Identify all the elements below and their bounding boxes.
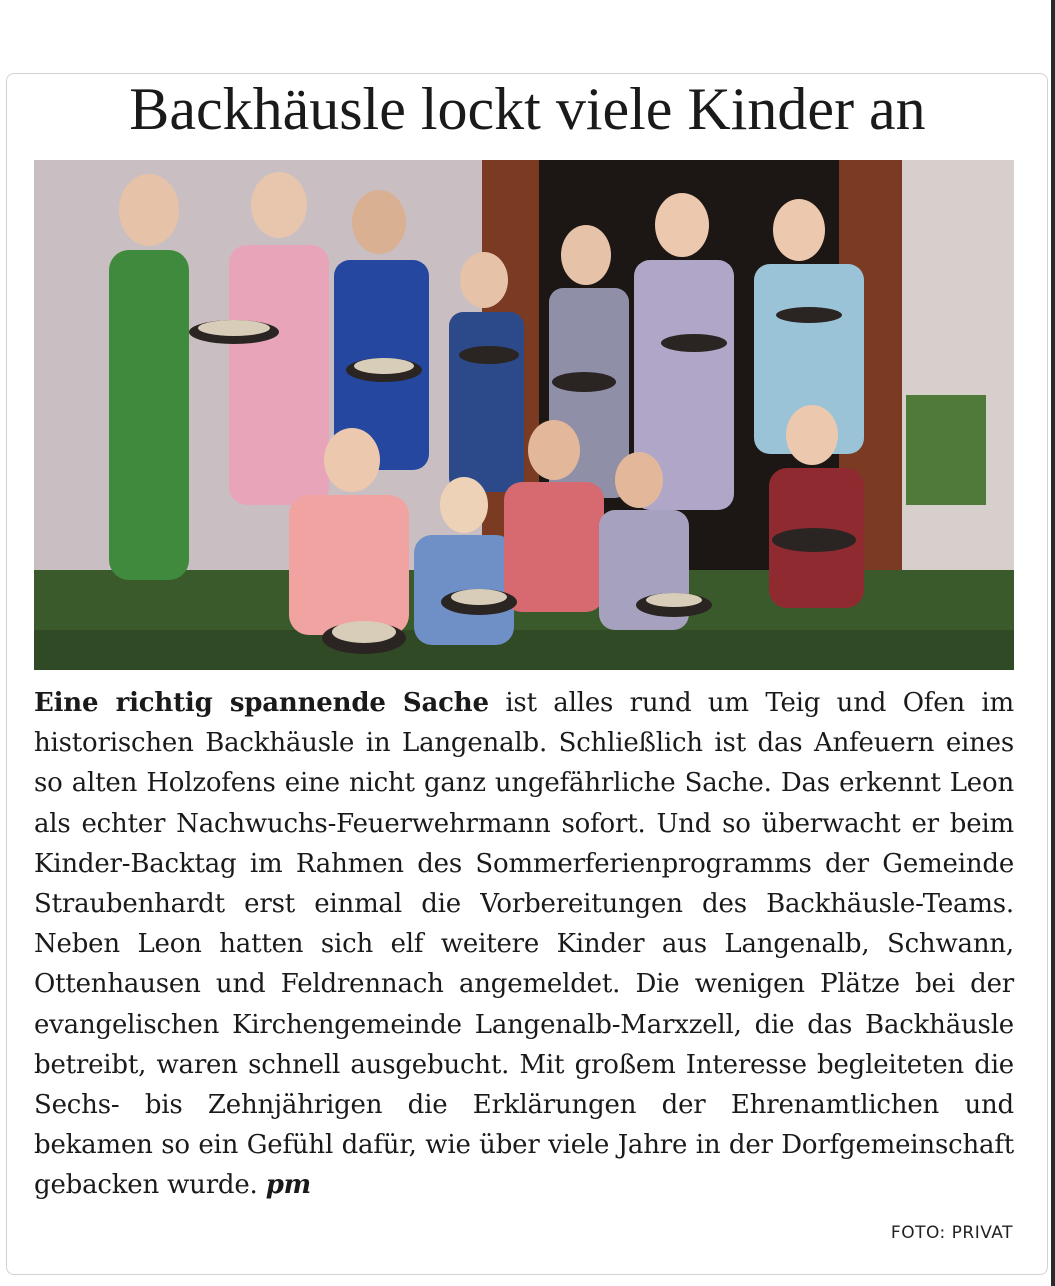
group-photo-children-baking-icon: [34, 160, 1014, 670]
article-body-text: ist alles rund um Teig und Ofen im historischen Backhäusle in Langenalb. Schließlich ist das Anfeuern eines so alten Holzofens eine nicht ganz ungefährliche Sache. Das erkennt Leon als echter Nachwuchs-Feuerwehrmann sofort. Und so überwacht er beim Kinder-Backtag im Rahmen des Sommerferienprogramms der Gemeinde Straubenhardt erst einmal die Vorbereitungen des Backhäusle-Teams. Neben Leon hatten sich elf weitere Kinder aus Langenalb, Schwann, Ottenhausen und Feldrennach angemeldet. Die wenigen Plätze bei der evangelischen Kirchengemeinde Langenalb-Marxzell, die das Backhäusle betreibt, waren schnell ausgebucht. Mit großem Interesse begleiteten die Sechs- bis Zehnjährigen die Erklärungen der Ehrenamtlichen und bekamen so ein Gefühl dafür, wie über viele Jahre in der Dorfgemeinschaft gebacken wurde.: [34, 688, 1015, 1201]
article-author: pm: [265, 1170, 311, 1201]
article-lead: Eine richtig spannende Sache: [34, 688, 489, 718]
article-photo: [34, 160, 1014, 670]
screen-edge: [1051, 0, 1055, 1286]
article-headline: Backhäusle lockt viele Kinder an: [129, 76, 926, 142]
article-body: [34, 683, 1014, 1206]
photo-credit: FOTO: PRIVAT: [890, 1223, 1013, 1243]
